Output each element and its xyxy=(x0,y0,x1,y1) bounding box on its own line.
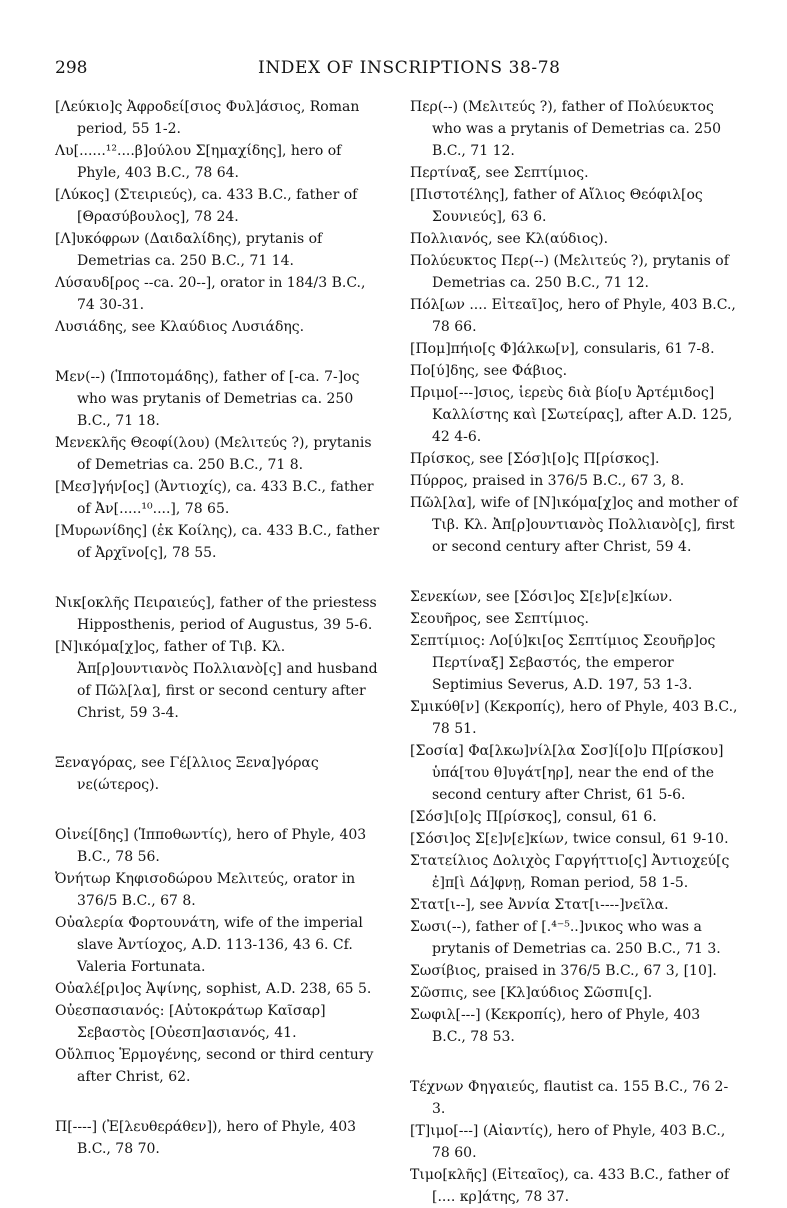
index-entry: Τιμο[κλῆς] (Εἰτεαῖος), ca. 433 B.C., father of [.... κρ]άτης, 78 37. xyxy=(410,1167,734,1205)
index-entry: Λυσιάδης, see Κλαύδιος Λυσιάδης. xyxy=(55,319,305,335)
index-entry: Οὐαλέ[ρι]ος Ἀψίνης, sophist, A.D. 238, 65 5. xyxy=(55,981,372,997)
index-entry: Σῶσπις, see [Κλ]αύδιος Σῶσπι[ς]. xyxy=(410,985,653,1001)
letter-group-gap xyxy=(55,796,385,824)
left-column xyxy=(55,96,385,1160)
index-entry: Σωφιλ[‑‑‑] (Κεκροπίς), hero of Phyle, 403 B.C., 78 53. xyxy=(410,1007,705,1045)
index-entry: Σμικύθ[ν] (Κεκροπίς), hero of Phyle, 403 B.C., 78 51. xyxy=(410,699,742,737)
index-entry: [Λύκος] (Στειριεύς), ca. 433 B.C., father of [Θρασύβουλος], 78 24. xyxy=(55,187,362,225)
index-entry: Πύρρος, praised in 376/5 B.C., 67 3, 8. xyxy=(410,473,685,489)
index-entry: Σωσίβιος, praised in 376/5 B.C., 67 3, [10]. xyxy=(410,963,717,979)
letter-group-gap xyxy=(410,1048,738,1076)
index-entry: Περτίναξ, see Σεπτίμιος. xyxy=(410,165,589,181)
index-entry: Σωσι(‑‑), father of [.⁴⁻⁵..]νικος who was a prytanis of Demetrias ca. 250 B.C., 71 3. xyxy=(410,919,721,957)
index-entry: Νικ[οκλῆς Πειραιεύς], father of the priestess Hipposthenis, period of Augustus, 39 5-6. xyxy=(55,595,382,633)
index-entry: [Ν]ικόμα[χ]ος, father of Τιβ. Κλ. Ἀπ[ρ]ουντιανὸς Πολλιανὸ[ς] and husband of Πῶλ[λα], first or second century after Christ, 59 3-4. xyxy=(55,639,383,721)
index-entry: [Σοσία] Φα[λκω]νίλ[λα Σοσ]ί[ο]υ Π[ρίσκου] ὑπά[του θ]υγάτ[ηρ], near the end of the second century after Christ, 61 5-6. xyxy=(410,743,728,803)
index-entry: Πριμο[‑‑‑]σιος, ἱερεὺς διὰ βίο[υ Ἀρτέμιδος] Καλλίστης καὶ [Σωτείρας], after A.D. 125, 42 4-6. xyxy=(410,385,737,445)
index-entry: Στατ[ι‑‑], see Ἀννία Στατ[ι‑‑‑‑]νεῖλα. xyxy=(410,897,669,913)
index-entry: Οὔλπιος Ἑρμογένης, second or third century after Christ, 62. xyxy=(55,1047,378,1085)
index-entry: Πῶλ[λα], wife of [Ν]ικόμα[χ]ος and mother of Τιβ. Κλ. Ἀπ[ρ]ουντιανὸς Πολλιανὸ[ς], first or second century after Christ, 59 4. xyxy=(410,495,743,555)
index-entry: Πρίσκος, see [Σόσ]ι[ο]ς Π[ρίσκος]. xyxy=(410,451,660,467)
index-entry: [Λ]υκόφρων (Δαιδαλίδης), prytanis of Demetrias ca. 250 B.C., 71 14. xyxy=(55,231,327,269)
letter-group-gap xyxy=(55,564,385,592)
index-entry: Μεν(‑‑) (Ἱπποτομάδης), father of [‑ca. 7‑]ος who was prytanis of Demetrias ca. 250 B.C., 71 18. xyxy=(55,369,364,429)
page-number: 298 xyxy=(55,58,88,78)
index-entry: Λύσαυδ[ρος ‑‑ca. 20‑‑], orator in 184/3 B.C., 74 30-31. xyxy=(55,275,370,313)
index-entry: Πόλ[ων .... Εἰτεαῖ]ος, hero of Phyle, 403 B.C., 78 66. xyxy=(410,297,741,335)
index-entry: Μενεκλῆς Θεοφί(λου) (Μελιτεύς ?), prytanis of Demetrias ca. 250 B.C., 71 8. xyxy=(55,435,377,473)
letter-group-gap xyxy=(410,558,738,586)
letter-group-gap xyxy=(55,338,385,366)
index-entry: [Μυρωνίδης] (ἐκ Κοίλης), ca. 433 B.C., father of Ἀρχῖνο[ς], 78 55. xyxy=(55,523,384,561)
index-entry: Πολλιανός, see Κλ(αύδιος). xyxy=(410,231,609,247)
index-entry: [Λεύκιο]ς Ἀφροδεί[σιος Φυλ]άσιος, Roman period, 55 1-2. xyxy=(55,99,364,137)
index-entry: Οἰνεί[δης] (Ἱπποθωντίς), hero of Phyle, 403 B.C., 78 56. xyxy=(55,827,371,865)
index-entry: Πο[ύ]δης, see Φάβιος. xyxy=(410,363,568,379)
index-entry: Τέχνων Φηγαιεύς, flautist ca. 155 B.C., 76 2-3. xyxy=(410,1079,729,1117)
index-entry: Π[‑‑‑‑] (Ἐ[λευθεράθεν]), hero of Phyle, 403 B.C., 78 70. xyxy=(55,1119,361,1157)
index-entry: Στατείλιος Δολιχὸς Γαργήττιο[ς] Ἀντιοχεύ[ς ἐ]π[ὶ Δά]φνῃ, Roman period, 58 1-5. xyxy=(410,853,734,891)
running-title: INDEX OF INSCRIPTIONS 38-78 xyxy=(258,58,561,78)
page-header xyxy=(0,58,787,82)
index-entry: [Πομ]πήιο[ς Φ]άλκω[ν], consularis, 61 7-8. xyxy=(410,341,715,357)
index-entry: [Μεσ]γήν[ος] (Ἀντιοχίς), ca. 433 B.C., father of Ἀν[.....¹⁰....], 78 65. xyxy=(55,479,379,517)
index-entry: Ὀνήτωρ Κηφισοδώρου Μελιτεύς, orator in 376/5 B.C., 67 8. xyxy=(55,871,360,909)
index-entry: Σεπτίμιος: Λο[ύ]κι[ος Σεπτίμιος Σεουῆρ]ος Περτίναξ] Σεβαστός, the emperor Septimius Severus, A.D. 197, 53 1-3. xyxy=(410,633,720,693)
index-entry: Οὐαλερία Φορτουνάτη, wife of the imperial slave Ἀντίοχος, A.D. 113-136, 43 6. Cf. Valeria Fortunata. xyxy=(55,915,368,975)
index-entry: Περ(‑‑) (Μελιτεύς ?), father of Πολύευκτος who was a prytanis of Demetrias ca. 250 B.C., 71 12. xyxy=(410,99,726,159)
right-column xyxy=(410,96,743,1208)
index-entry: Σενεκίων, see [Σόσι]ος Σ[ε]ν[ε]κίων. xyxy=(410,589,673,605)
index-entry: [Πιστοτέλης], father of Αἴλιος Θεόφιλ[ος Σουνιεύς], 63 6. xyxy=(410,187,708,225)
index-entry: Σεουῆρος, see Σεπτίμιος. xyxy=(410,611,589,627)
index-entry: [Τ]ιμο[‑‑‑] (Αἰαντίς), hero of Phyle, 403 B.C., 78 60. xyxy=(410,1123,730,1161)
index-entry: Πολύευκτος Περ(‑‑) (Μελιτεύς ?), prytanis of Demetrias ca. 250 B.C., 71 12. xyxy=(410,253,734,291)
index-entry: Οὐεσπασιανός: [Αὐτοκράτωρ Καῖσαρ] Σεβαστὸς [Οὐεσπ]ασιανός, 41. xyxy=(55,1003,330,1041)
index-entry: [Σόσ]ι[ο]ς Π[ρίσκος], consul, 61 6. xyxy=(410,809,657,825)
index-entry: Λυ[......¹²....β]ούλου Σ[ημαχίδης], hero of Phyle, 403 B.C., 78 64. xyxy=(55,143,346,181)
letter-group-gap xyxy=(55,724,385,752)
index-entry: Ξεναγόρας, see Γέ[λλιος Ξενα]γόρας νε(ώτερος). xyxy=(55,755,324,793)
letter-group-gap xyxy=(55,1088,385,1116)
index-entry: [Σόσι]ος Σ[ε]ν[ε]κίων, twice consul, 61 9-10. xyxy=(410,831,729,847)
